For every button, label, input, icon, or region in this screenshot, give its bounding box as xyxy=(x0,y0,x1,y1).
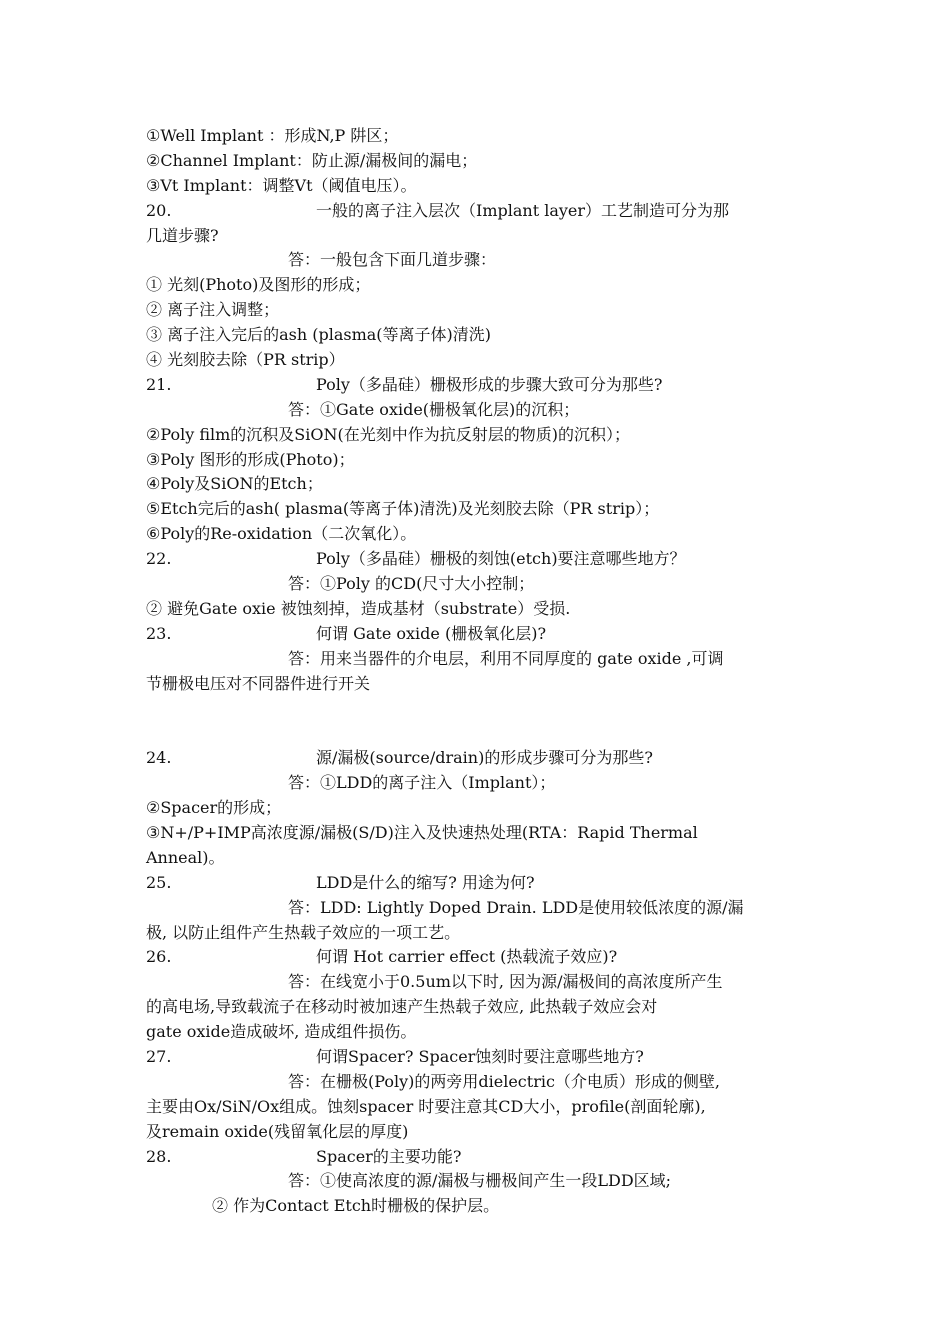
question-line xyxy=(146,622,811,647)
question-number: 24. xyxy=(146,748,172,768)
answer-line: 答：①Poly 的CD(尺寸大小控制； xyxy=(288,574,535,594)
document-body xyxy=(146,124,811,1219)
answer-line: 答：①使高浓度的源/漏极与栅极间产生一段LDD区域; xyxy=(288,1171,672,1191)
text-line: ③N+/P+IMP高浓度源/漏极(S/D)注入及快速热处理(RTA：Rapid Thermal xyxy=(146,822,698,842)
question-text: 源/漏极(source/drain)的形成步骤可分为那些? xyxy=(316,748,653,768)
question-line xyxy=(146,547,811,572)
text-line: ④Poly及SiON的Etch； xyxy=(146,474,323,494)
text-line: ③ 离子注入完后的ash (plasma(等离子体)清洗) xyxy=(146,325,492,345)
question-number: 27. xyxy=(146,1046,172,1066)
text-line: ② 避免Gate oxie 被蚀刻掉，造成基材（substrate）受损. xyxy=(146,598,571,618)
question-number: 23. xyxy=(146,623,172,643)
text-line: ② 作为Contact Etch时栅极的保护层。 xyxy=(212,1196,500,1216)
text-line: ②Channel Implant：防止源/漏极间的漏电； xyxy=(146,150,478,170)
text-line: 主要由Ox/SiN/Ox组成。蚀刻spacer 时要注意其CD大小，profile(剖面轮廓), xyxy=(146,1096,706,1116)
question-number: 28. xyxy=(146,1146,172,1166)
question-text: LDD是什么的缩写? 用途为何? xyxy=(316,872,535,892)
question-line xyxy=(146,871,811,896)
question-number: 20. xyxy=(146,200,172,220)
question-text: 何谓 Gate oxide (栅极氧化层)? xyxy=(316,623,547,643)
question-line xyxy=(146,1045,811,1070)
text-line: 极, 以防止组件产生热载子效应的一项工艺。 xyxy=(146,922,461,942)
text-line: gate oxide造成破坏, 造成组件损伤。 xyxy=(146,1022,417,1042)
text-line: ③Vt Implant：调整Vt（阈值电压）。 xyxy=(146,175,417,195)
text-line: 及remain oxide(残留氧化层的厚度) xyxy=(146,1121,409,1141)
question-line xyxy=(146,746,811,771)
question-line xyxy=(146,199,811,224)
question-line xyxy=(146,945,811,970)
question-text: 何谓 Hot carrier effect (热载流子效应)? xyxy=(316,947,618,967)
question-line xyxy=(146,373,811,398)
question-line xyxy=(146,1145,811,1170)
text-line: Anneal)。 xyxy=(146,847,225,867)
text-line: ⑥Poly的Re-oxidation（二次氧化）。 xyxy=(146,524,417,544)
blank-line xyxy=(146,696,811,746)
answer-line: 答：在线宽小于0.5um以下时, 因为源/漏极间的高浓度所产生 xyxy=(288,972,723,992)
text-line: ④ 光刻胶去除（PR strip） xyxy=(146,350,345,370)
text-line: ⑤Etch完后的ash( plasma(等离子体)清洗)及光刻胶去除（PR strip）； xyxy=(146,499,660,519)
question-number: 21. xyxy=(146,374,172,394)
question-text: Poly（多晶硅）栅极形成的步骤大致可分为那些? xyxy=(316,374,663,394)
text-line: ①Well Implant ：形成N,P 阱区； xyxy=(146,126,399,145)
question-number: 25. xyxy=(146,872,172,892)
question-text: 一般的离子注入层次（Implant layer）工艺制造可分为那 xyxy=(316,200,730,220)
question-number: 26. xyxy=(146,947,172,967)
text-line: ②Spacer的形成； xyxy=(146,798,282,818)
text-line: 节栅极电压对不同器件进行开关 xyxy=(146,673,371,693)
text-line: 的高电场,导致载流子在移动时被加速产生热载子效应, 此热载子效应会对 xyxy=(146,997,658,1017)
question-text: Spacer的主要功能? xyxy=(316,1146,462,1166)
answer-line: 答：①Gate oxide(栅极氧化层)的沉积； xyxy=(288,399,580,419)
answer-line: 答：一般包含下面几道步骤： xyxy=(288,250,497,270)
text-line: 几道步骤? xyxy=(146,225,219,245)
answer-line: 答：LDD: Lightly Doped Drain. LDD是使用较低浓度的源/漏 xyxy=(288,897,744,917)
answer-line: 答：①LDD的离子注入（Implant）； xyxy=(288,773,556,793)
text-line: ③Poly 图形的形成(Photo)； xyxy=(146,449,355,469)
question-number: 22. xyxy=(146,549,172,569)
text-line: ② 离子注入调整； xyxy=(146,300,280,320)
answer-line: 答：在栅极(Poly)的两旁用dielectric（介电质）形成的侧壁, xyxy=(288,1071,721,1091)
question-text: 何谓Spacer? Spacer蚀刻时要注意哪些地方? xyxy=(316,1046,644,1066)
text-line: ① 光刻(Photo)及图形的形成； xyxy=(146,275,371,295)
text-line: ②Poly film的沉积及SiON(在光刻中作为抗反射层的物质)的沉积）； xyxy=(146,424,630,444)
question-text: Poly（多晶硅）栅极的刻蚀(etch)要注意哪些地方？ xyxy=(316,549,686,569)
answer-line: 答：用来当器件的介电层，利用不同厚度的 gate oxide ,可调 xyxy=(288,648,724,668)
